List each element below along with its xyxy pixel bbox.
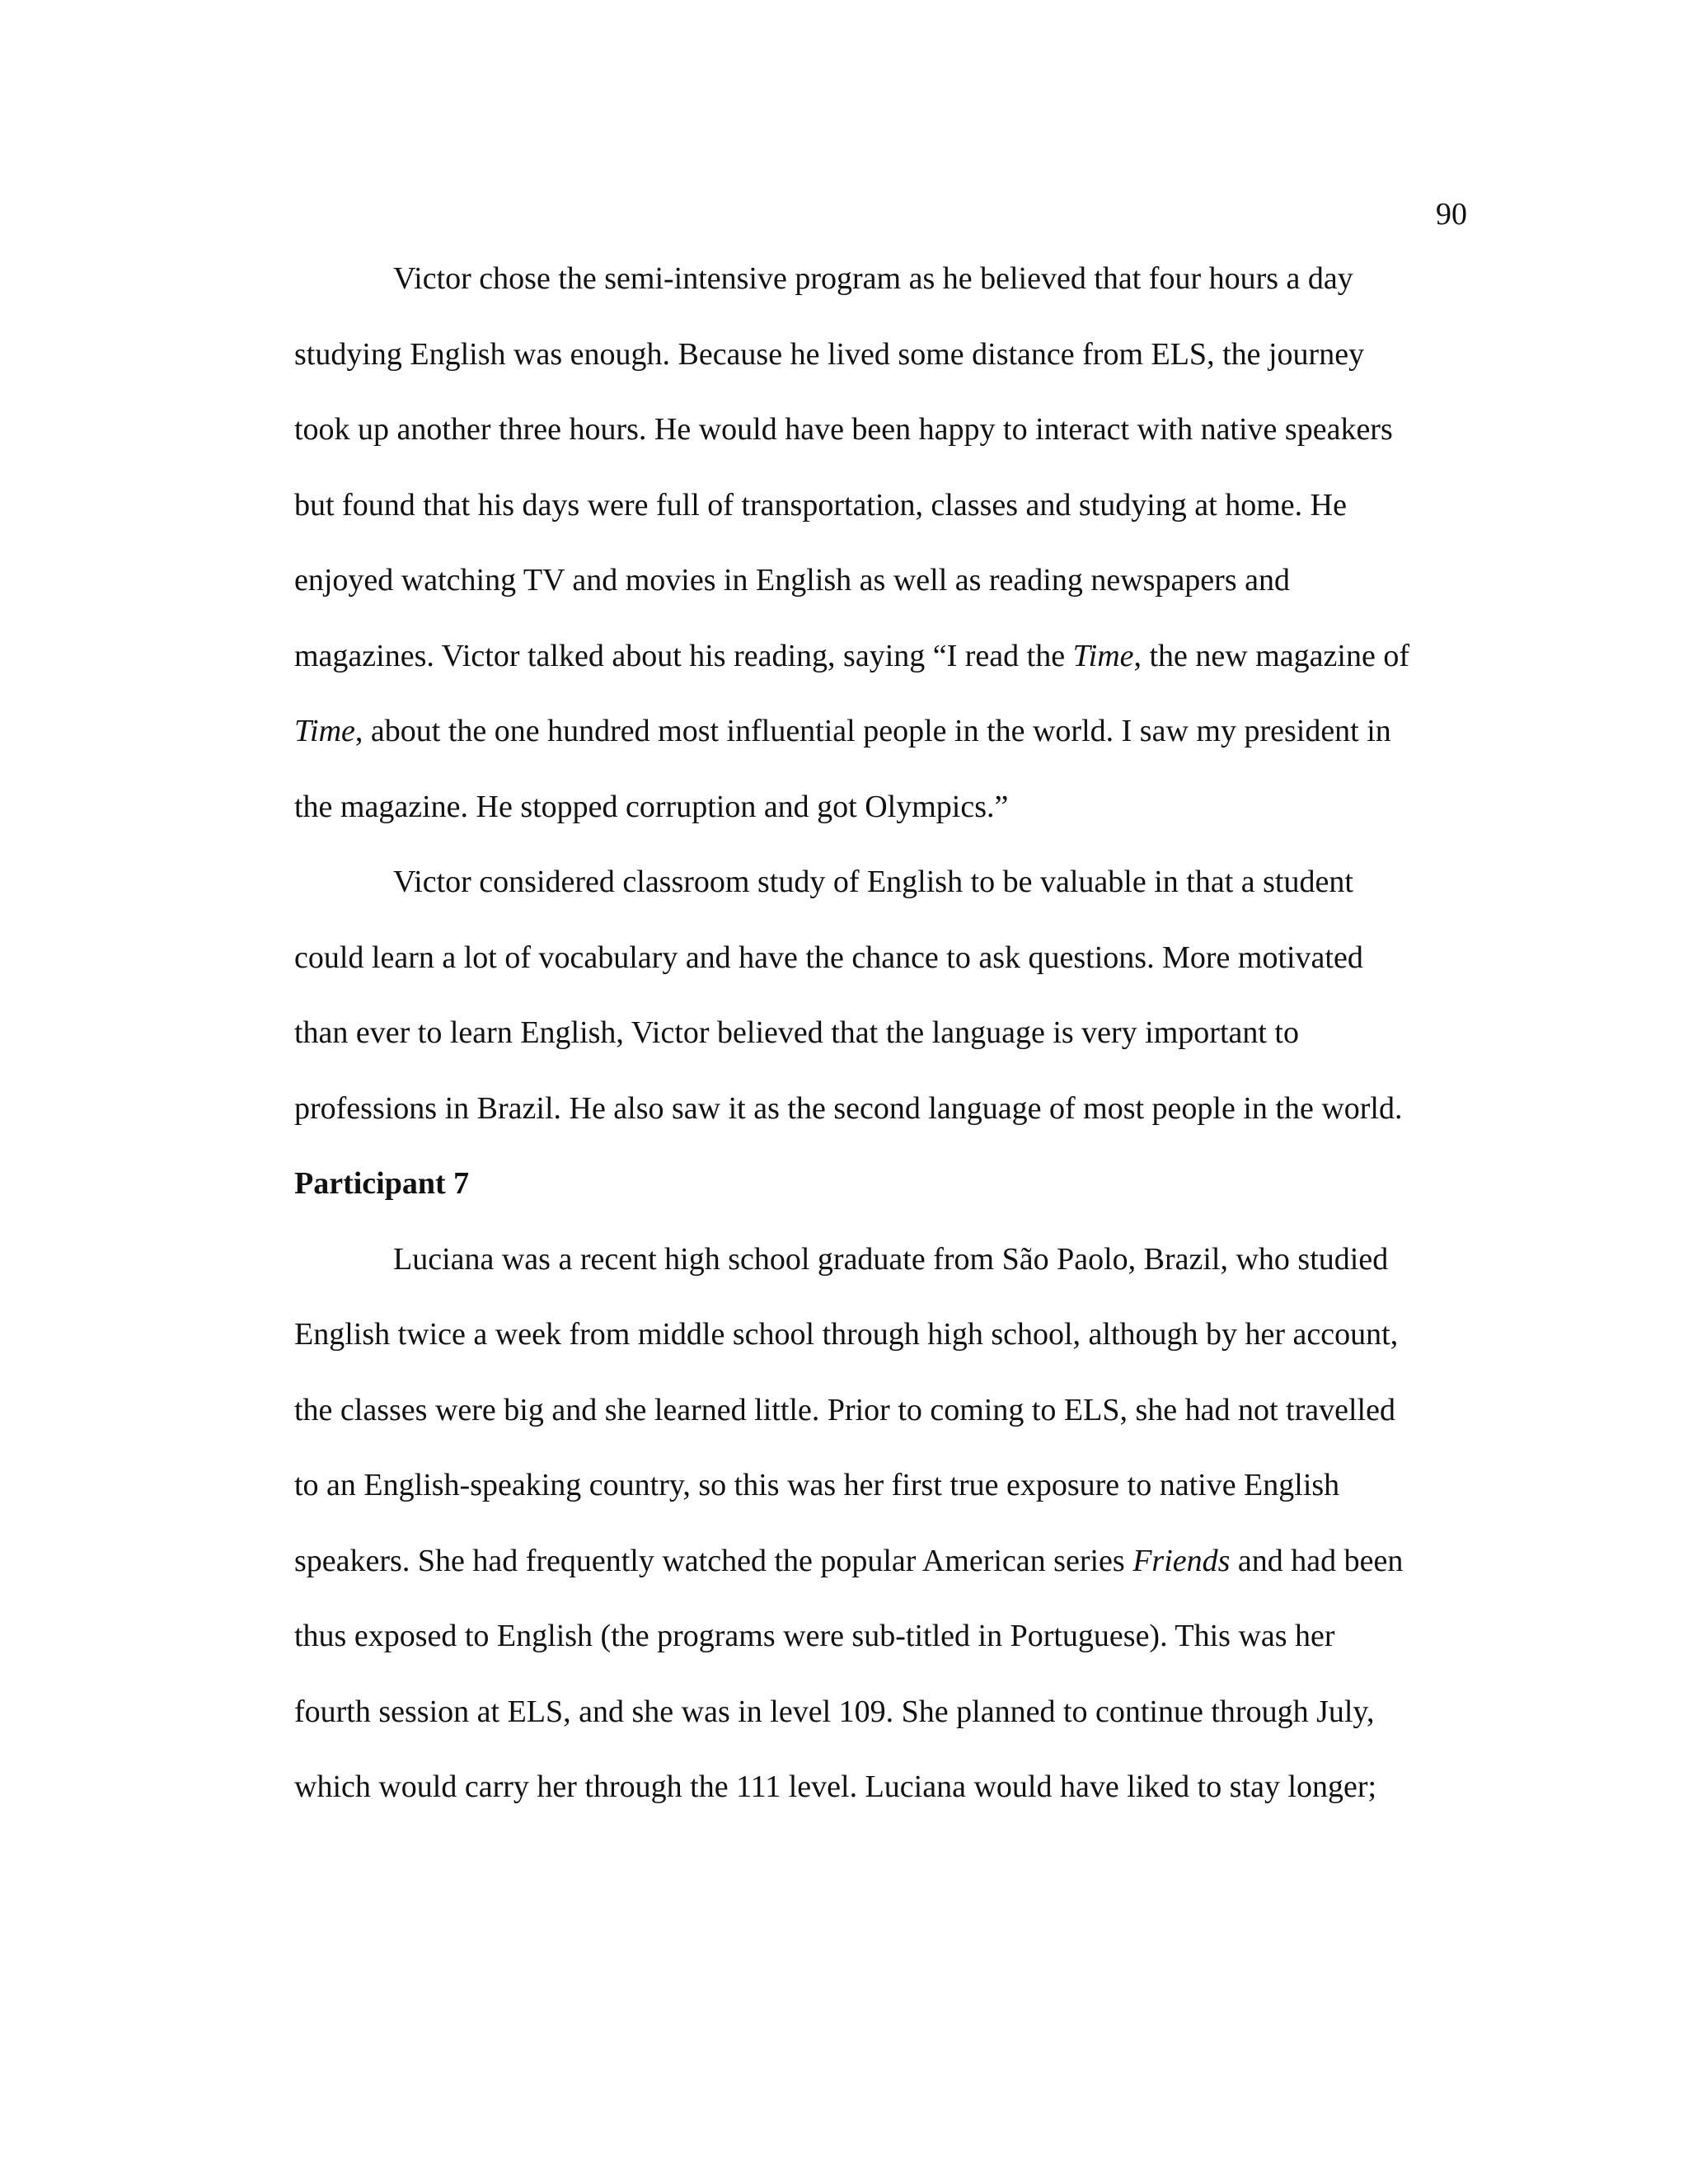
- text-line: [294, 1010, 1473, 1085]
- text-line: [294, 1689, 1473, 1765]
- text-run: magazines. Victor talked about his reading, saying “I read the: [294, 638, 1073, 673]
- text-run: professions in Brazil. He also saw it as the second language of most people in the world.: [294, 1090, 1403, 1126]
- text-run: thus exposed to English (the programs were sub-titled in Portuguese). This was her: [294, 1619, 1335, 1653]
- text-run: which would carry her through the 111 level. Luciana would have liked to stay longer;: [294, 1769, 1377, 1804]
- text-run: Participant 7: [294, 1166, 470, 1201]
- text-line: [294, 482, 1473, 558]
- text-line: [294, 255, 1473, 331]
- text-line: [294, 557, 1473, 633]
- text-line: [294, 1236, 1473, 1312]
- italic-title: Friends: [1132, 1543, 1231, 1578]
- text-line: [294, 1538, 1473, 1614]
- text-line: [294, 1462, 1473, 1538]
- text-run: studying English was enough. Because he lived some distance from ELS, the journey: [294, 336, 1365, 372]
- text-line: [294, 708, 1473, 784]
- text-line: [294, 1764, 1473, 1840]
- text-run: Victor chose the semi-intensive program as he believed that four hours a day: [393, 261, 1353, 296]
- text-run: but found that his days were full of transportation, classes and studying at home. He: [294, 487, 1347, 523]
- italic-title: Time: [294, 714, 355, 748]
- text-run: the classes were big and she learned little. Prior to coming to ELS, she had not travelled: [294, 1392, 1395, 1427]
- text-run: Victor considered classroom study of English to be valuable in that a student: [393, 865, 1353, 899]
- text-run: took up another three hours. He would have been happy to interact with native speakers: [294, 412, 1393, 447]
- text-run: to an English-speaking country, so this was her first true exposure to native English: [294, 1468, 1340, 1502]
- text-line: [294, 1387, 1473, 1463]
- text-line: [294, 406, 1473, 482]
- text-run: the magazine. He stopped corruption and got Olympics.”: [294, 789, 1009, 824]
- text-run: than ever to learn English, Victor believed that the language is very important to: [294, 1015, 1299, 1050]
- text-line: [294, 633, 1473, 709]
- document-body: [294, 255, 1473, 1840]
- italic-title: Time: [1072, 638, 1134, 673]
- text-run: , the new magazine of: [1133, 638, 1409, 673]
- text-run: enjoyed watching TV and movies in English as well as reading newspapers and: [294, 563, 1290, 598]
- text-run: , about the one hundred most influential people in the world. I saw my president in: [354, 714, 1391, 748]
- text-line: [294, 1613, 1473, 1689]
- section-heading: [294, 1160, 1473, 1236]
- page-number: 90: [1436, 197, 1467, 232]
- text-line: [294, 1311, 1473, 1387]
- text-line: [294, 784, 1473, 860]
- text-run: and had been: [1230, 1543, 1404, 1578]
- text-line: [294, 859, 1473, 935]
- text-line: [294, 331, 1473, 407]
- text-run: speakers. She had frequently watched the popular American series: [294, 1543, 1133, 1578]
- text-run: Luciana was a recent high school graduate from São Paolo, Brazil, who studied: [393, 1241, 1389, 1277]
- text-line: [294, 1085, 1473, 1161]
- text-line: [294, 935, 1473, 1010]
- text-run: English twice a week from middle school through high school, although by her account,: [294, 1317, 1399, 1352]
- text-run: fourth session at ELS, and she was in level 109. She planned to continue through July,: [294, 1694, 1375, 1729]
- text-run: could learn a lot of vocabulary and have the chance to ask questions. More motivated: [294, 940, 1363, 975]
